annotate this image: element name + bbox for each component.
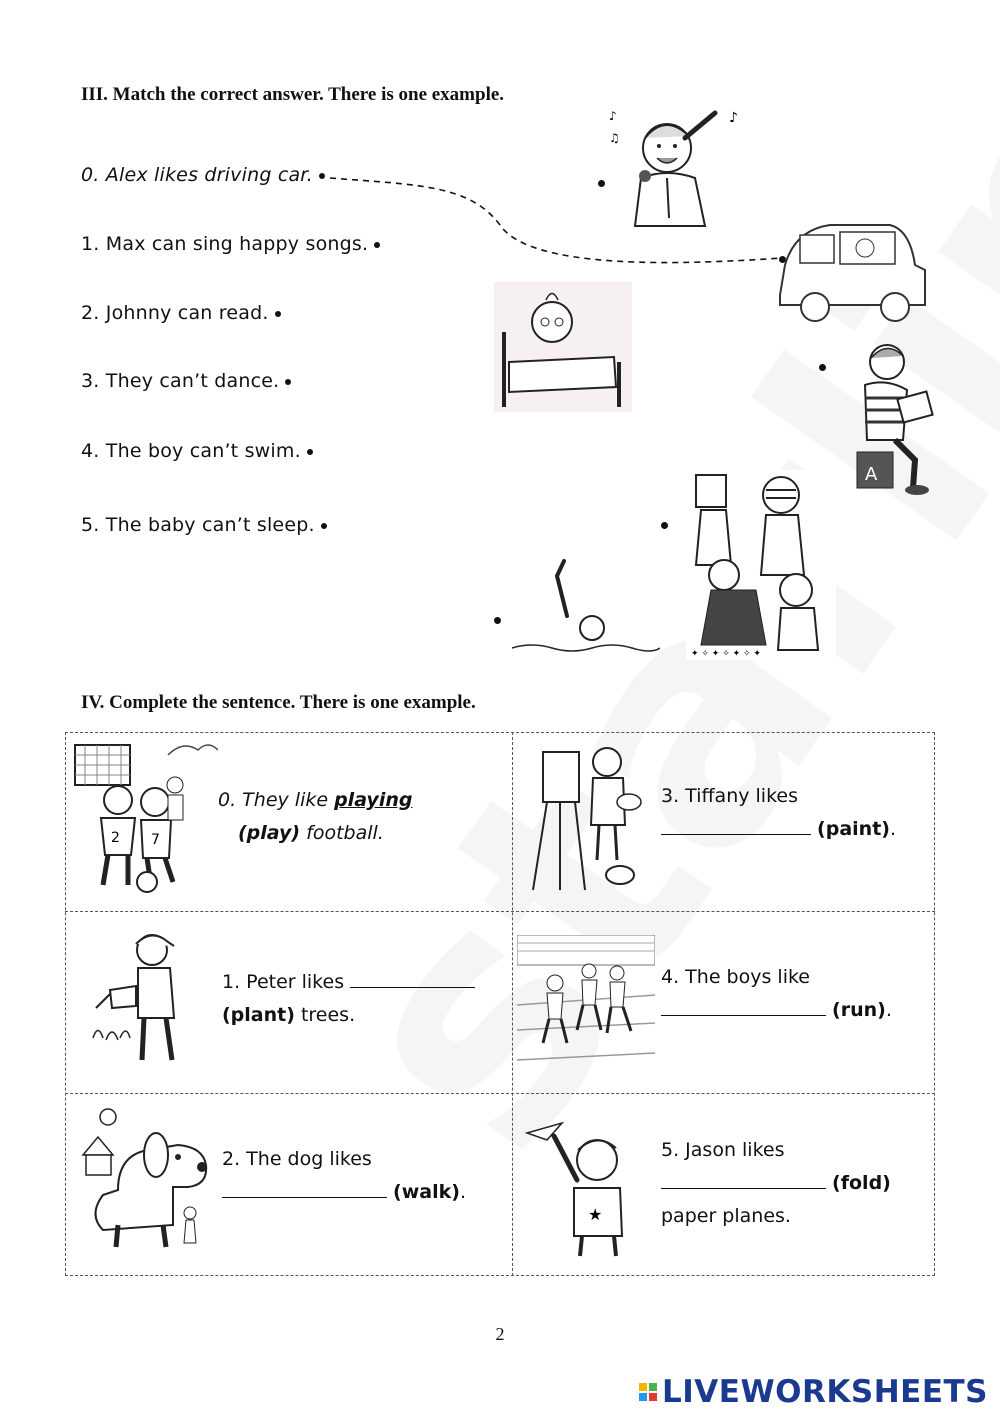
boy-reading-picture [845, 340, 940, 498]
grid-divider [512, 732, 513, 1276]
svg-text:★: ★ [588, 1205, 603, 1224]
answer-blank-1[interactable] [350, 969, 475, 988]
baby-in-bed-picture [494, 282, 632, 412]
sentence-4: 4. The boy can’t swim. [81, 440, 313, 462]
svg-text:♫: ♫ [609, 131, 620, 145]
svg-text:♪: ♪ [609, 109, 617, 123]
question-2: 2. The dog likes (walk). [222, 1148, 466, 1203]
question-5: 5. Jason likes (fold) paper planes. [661, 1139, 891, 1227]
brand-name: LIVEWORKSHEETS [662, 1374, 988, 1410]
question-1: 1. Peter likes (plant) trees. [222, 966, 475, 1032]
swimmer-picture [512, 556, 660, 656]
question-4: 4. The boys like (run). [661, 966, 892, 1021]
page-number: 2 [495, 1324, 505, 1344]
grid-divider [65, 1093, 935, 1094]
example-answer: playing [334, 789, 413, 811]
big-dog-picture [78, 1105, 213, 1255]
liveworksheets-logo-icon [639, 1383, 657, 1401]
svg-text:♪: ♪ [729, 110, 738, 126]
answer-blank-2[interactable] [222, 1179, 387, 1198]
answer-blank-4[interactable] [661, 997, 826, 1016]
picture-dot[interactable] [494, 617, 501, 624]
football-boys-picture [73, 740, 218, 898]
sentence-1: 1. Max can sing happy songs. [81, 233, 380, 255]
picture-dot[interactable] [598, 180, 605, 187]
sentence-0: 0. Alex likes driving car. [81, 164, 325, 186]
running-boys-picture [517, 935, 655, 1067]
singing-boy-picture [605, 108, 745, 233]
liveworksheets-logo[interactable] [639, 1374, 988, 1410]
section-3-title: III. Match the correct answer. There is one example. [81, 84, 505, 105]
picture-dot[interactable] [661, 522, 668, 529]
question-3: 3. Tiffany likes (paint). [661, 785, 897, 840]
svg-text:✦ ✧ ✦ ✧ ✦ ✧ ✦: ✦ ✧ ✦ ✧ ✦ ✧ ✦ [691, 649, 761, 659]
picture-dot[interactable] [819, 364, 826, 371]
sentence-5: 5. The baby can’t sleep. [81, 514, 327, 536]
monsters-dancing-picture [686, 470, 836, 660]
sentence-2: 2. Johnny can read. [81, 302, 281, 324]
grid-divider [65, 911, 935, 912]
example-sentence: 0. They like playing (play) football. [218, 789, 413, 844]
svg-text:7: 7 [151, 832, 160, 848]
answer-blank-3[interactable] [661, 816, 811, 835]
answer-blank-5[interactable] [661, 1170, 826, 1189]
painting-girl-picture [525, 740, 645, 895]
paper-plane-boy-picture [522, 1118, 647, 1258]
svg-text:2: 2 [111, 830, 120, 846]
sentence-3: 3. They can’t dance. [81, 370, 291, 392]
svg-text:A: A [865, 464, 878, 485]
section-4-title: IV. Complete the sentence. There is one example. [81, 692, 476, 713]
car-picture [770, 210, 935, 330]
watering-boy-picture [88, 928, 188, 1068]
